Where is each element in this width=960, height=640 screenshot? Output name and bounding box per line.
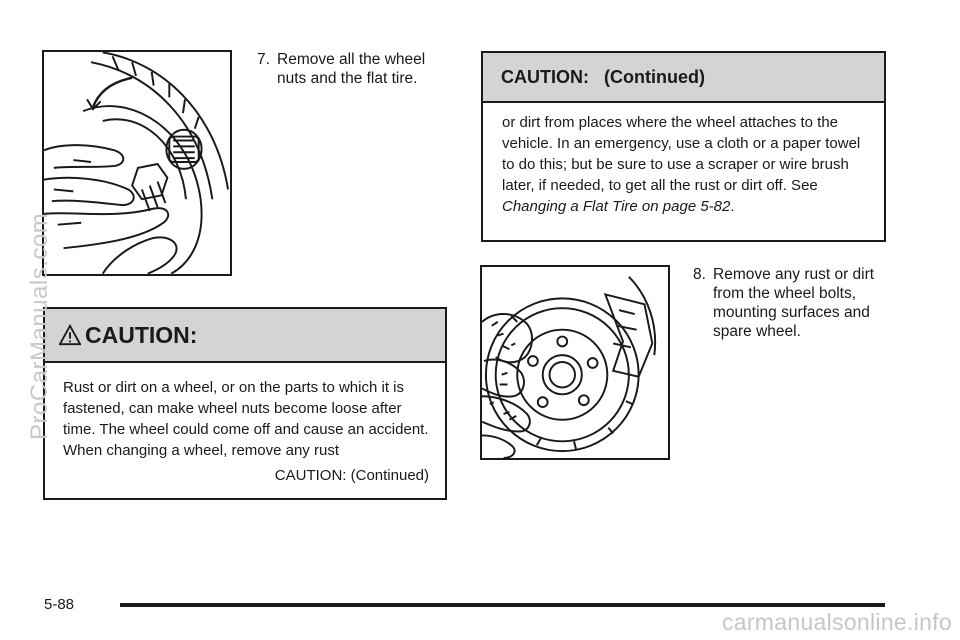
- figure-clean-wheel-hub: [480, 265, 670, 460]
- caution-header: [45, 309, 445, 363]
- caution-continued-box: [481, 51, 886, 242]
- step-7: [257, 50, 457, 88]
- hand-removing-wheel-nut-illustration: [44, 52, 230, 274]
- caution-continued-body: [483, 103, 884, 217]
- caution-box: [43, 307, 447, 500]
- caution-continued-header: [483, 53, 884, 103]
- figure-remove-wheel-nut: [42, 50, 232, 276]
- step-number: 7.: [257, 51, 270, 68]
- step-8: [693, 265, 893, 341]
- caution-continued-text: or dirt from places where the wheel attaches to the vehicle. In an emergency, use a cloth or a paper towel to do this; but be sure to use a scraper or wire brush later, if needed, to get all the rust or dirt off. See: [502, 114, 861, 194]
- caution-text: Rust or dirt on a wheel, or on the parts to which it is fastened, can make wheel nuts become loose after time. The wheel could come off and cause an accident. When changing a wheel, remove any rust: [63, 379, 429, 459]
- hand-cleaning-wheel-hub-illustration: [482, 267, 668, 458]
- caution-continued-heading: CAUTION: (Continued): [501, 66, 705, 87]
- warning-triangle-icon: [59, 324, 81, 346]
- step-text: Remove any rust or dirt from the wheel bolts, mounting surfaces and spare wheel.: [713, 266, 875, 340]
- watermark-carmanualsonline: carmanualsonline.info: [721, 609, 952, 635]
- caution-heading: CAUTION:: [85, 321, 198, 348]
- caution-continued-end: .: [730, 198, 735, 215]
- caution-body: [45, 363, 445, 486]
- page-number: 5-88: [44, 596, 75, 613]
- step-text: Remove all the wheel nuts and the flat tire.: [277, 51, 426, 87]
- cross-reference-link[interactable]: Changing a Flat Tire on page 5-82: [502, 198, 731, 215]
- caution-continued-note: CAUTION: (Continued): [274, 467, 429, 484]
- watermark-procarmanuals: ProCarManuals.com: [26, 212, 53, 440]
- step-number: 8.: [693, 266, 706, 283]
- footer-rule: [120, 603, 885, 607]
